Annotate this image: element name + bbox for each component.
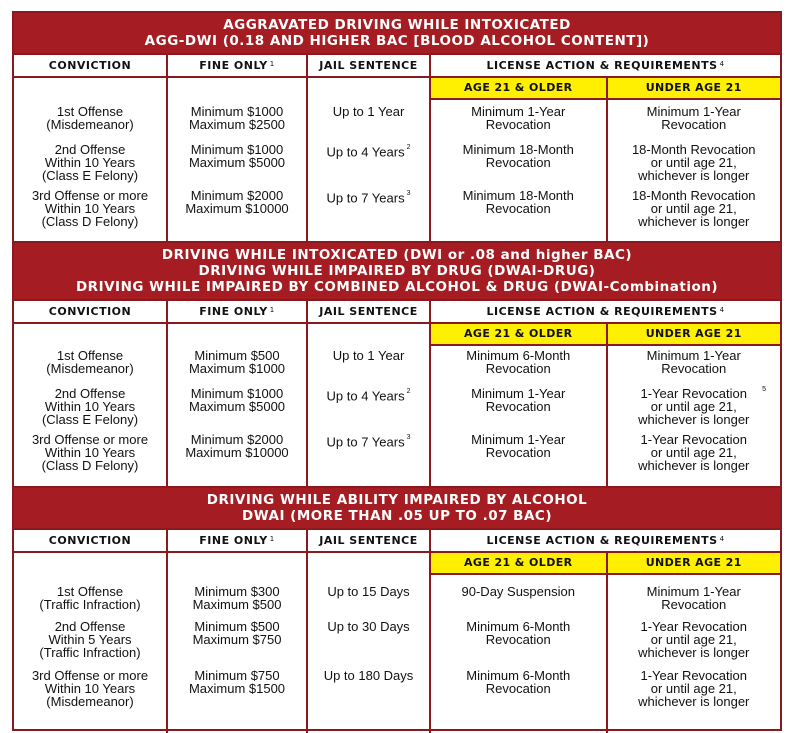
cell-line: (Class D Felony): [41, 214, 139, 229]
cell-line: Maximum $1000: [188, 361, 286, 376]
header-conviction: CONVICTION: [48, 59, 132, 72]
header-license-label: LICENSE ACTION & REQUIREMENTS: [486, 534, 718, 547]
jail-text: Up to 15 Days: [327, 584, 410, 599]
header-fine: [166, 55, 306, 76]
adult-cell: [431, 669, 606, 695]
adult-cell: [431, 105, 606, 131]
cell-line: Minimum $2000: [190, 188, 284, 203]
header-fine-label: FINE ONLY: [199, 534, 268, 547]
section-title-line: DRIVING WHILE ABILITY IMPAIRED BY ALCOHOL: [206, 492, 588, 508]
header-license: [429, 301, 780, 322]
subheader-under-21: UNDER AGE 21: [608, 78, 781, 100]
footnote-marker: 2: [406, 388, 411, 395]
cell-line: or until age 21,: [650, 681, 737, 696]
cell-line: 3rd Offense or more: [31, 432, 149, 447]
header-jail: JAIL SENTENCE: [306, 55, 429, 76]
cell-line: Maximum $5000: [188, 155, 286, 170]
footnote-marker: 1: [269, 305, 275, 314]
conviction-cell: [14, 189, 166, 228]
adult-cell: [431, 585, 606, 598]
jail-text: Up to 180 Days: [323, 668, 414, 683]
cell-line: Revocation: [485, 361, 551, 376]
footnote-marker: 2: [406, 144, 411, 151]
subheader-age-21-older: AGE 21 & OLDER: [431, 553, 606, 575]
cell-line: Revocation: [485, 681, 551, 696]
minor-cell: [608, 349, 781, 375]
adult-cell: [431, 433, 606, 459]
cell-line: Maximum $500: [192, 597, 282, 612]
conviction-cell: [14, 669, 166, 708]
jail-cell: [308, 620, 429, 633]
fine-cell: [168, 189, 306, 215]
cell-line: Revocation: [485, 445, 551, 460]
cell-line: Within 10 Years: [44, 445, 136, 460]
adult-column: [431, 553, 606, 733]
license-column: [429, 78, 780, 250]
header-license: [429, 55, 780, 76]
footnote-marker: 4: [719, 534, 725, 543]
minor-column: [606, 324, 781, 496]
cell-line: Minimum $2000: [190, 432, 284, 447]
conviction-column: [14, 553, 166, 733]
fine-cell: [168, 669, 306, 695]
cell-line: Maximum $750: [192, 632, 282, 647]
cell-line: Minimum 1-Year: [471, 386, 566, 401]
jail-cell: [308, 143, 429, 158]
cell-line: whichever is longer: [638, 694, 750, 709]
fine-cell: [168, 387, 306, 413]
conviction-column: [14, 78, 166, 250]
fine-cell: [168, 105, 306, 131]
penalty-section: [12, 11, 782, 248]
jail-text: Up to 7 Years: [326, 434, 405, 450]
conviction-column: [14, 324, 166, 496]
header-license-label: LICENSE ACTION & REQUIREMENTS: [486, 305, 718, 318]
minor-cell: [608, 669, 781, 708]
cell-line: whichever is longer: [638, 412, 750, 427]
cell-line: Maximum $5000: [188, 399, 286, 414]
section-body: [14, 553, 780, 733]
header-fine: [166, 530, 306, 551]
fine-column: [166, 78, 306, 250]
penalty-section: [12, 241, 782, 494]
header-jail: JAIL SENTENCE: [306, 301, 429, 322]
jail-text: Up to 7 Years: [326, 190, 405, 206]
jail-cell: [308, 349, 429, 362]
cell-line: Revocation: [661, 361, 727, 376]
cell-line: 1-Year Revocation: [640, 668, 747, 683]
license-column: [429, 324, 780, 496]
adult-column: [431, 324, 606, 496]
section-title: [14, 13, 780, 53]
license-subcolumns: [431, 553, 780, 733]
jail-column: [306, 553, 429, 733]
cell-line: Minimum $500: [194, 348, 280, 363]
cell-line: (Misdemeanor): [46, 117, 134, 132]
cell-line: (Traffic Infraction): [39, 645, 141, 660]
header-license-label: LICENSE ACTION & REQUIREMENTS: [486, 59, 718, 72]
section-body: [14, 324, 780, 496]
column-headers: [14, 53, 780, 78]
cell-line: Revocation: [661, 117, 727, 132]
header-conviction: CONVICTION: [48, 534, 132, 547]
cell-line: Minimum $300: [194, 584, 280, 599]
minor-cell: [608, 143, 781, 182]
cell-line: whichever is longer: [638, 214, 750, 229]
cell-line: 1-Year Revocation: [640, 432, 747, 447]
cell-line: (Class E Felony): [41, 412, 139, 427]
cell-line: or until age 21,: [650, 155, 737, 170]
cell-line: or until age 21,: [650, 632, 737, 647]
cell-line: Within 10 Years: [44, 399, 136, 414]
jail-cell: [308, 585, 429, 598]
cell-line: Minimum 6-Month: [466, 348, 571, 363]
cell-line: (Misdemeanor): [46, 361, 134, 376]
minor-cell: [608, 433, 781, 472]
cell-line: Maximum $10000: [185, 201, 289, 216]
cell-line: (Traffic Infraction): [39, 597, 141, 612]
fine-cell: [168, 620, 306, 646]
footnote-marker: 4: [719, 59, 725, 68]
footnote-marker: 3: [406, 190, 411, 197]
cell-line: 1-Year Revocation: [640, 619, 747, 634]
header-license: [429, 530, 780, 551]
cell-line: Revocation: [485, 399, 551, 414]
footnote-marker: 3: [406, 434, 411, 441]
cell-line: or until age 21,: [650, 201, 737, 216]
cell-line: 18-Month Revocation: [631, 188, 756, 203]
subheader-under-21: UNDER AGE 21: [608, 324, 781, 346]
minor-column: [606, 553, 781, 733]
jail-text: Up to 1 Year: [332, 348, 405, 363]
conviction-cell: [14, 387, 166, 426]
section-title-line: DRIVING WHILE IMPAIRED BY COMBINED ALCOHOL & DRUG (DWAI-Combination): [75, 279, 719, 295]
cell-line: Minimum 18-Month: [462, 142, 574, 157]
cell-line: Within 10 Years: [44, 681, 136, 696]
footnote-marker: 5: [762, 386, 766, 393]
header-fine: [166, 301, 306, 322]
penalty-section: [12, 486, 782, 731]
subheader-age-21-older: AGE 21 & OLDER: [431, 324, 606, 346]
minor-cell: [608, 105, 781, 131]
jail-text: Up to 4 Years: [326, 144, 405, 160]
cell-line: Minimum 1-Year: [471, 432, 566, 447]
cell-line: or until age 21,: [650, 399, 737, 414]
jail-cell: [308, 105, 429, 118]
cell-line: Revocation: [661, 597, 727, 612]
cell-line: Revocation: [485, 117, 551, 132]
cell-line: Minimum 1-Year: [646, 104, 741, 119]
conviction-cell: [14, 585, 166, 611]
cell-line: 2nd Offense: [54, 142, 126, 157]
cell-line: or until age 21,: [650, 445, 737, 460]
adult-cell: [431, 143, 606, 169]
cell-line: Minimum $750: [194, 668, 280, 683]
license-subcolumns: [431, 78, 780, 250]
minor-column: [606, 78, 781, 250]
fine-cell: [168, 143, 306, 169]
fine-cell: [168, 433, 306, 459]
cell-line: 1-Year Revocation: [640, 386, 747, 401]
section-body: [14, 78, 780, 250]
jail-text: Up to 30 Days: [327, 619, 410, 634]
conviction-cell: [14, 105, 166, 131]
header-fine-label: FINE ONLY: [199, 305, 268, 318]
minor-cell: [608, 620, 781, 659]
jail-column: [306, 78, 429, 250]
license-subcolumns: [431, 324, 780, 496]
section-title-line: DRIVING WHILE INTOXICATED (DWI or .08 and higher BAC): [161, 247, 633, 263]
adult-cell: [431, 349, 606, 375]
fine-cell: [168, 585, 306, 611]
cell-line: Minimum $1000: [190, 104, 284, 119]
section-title-line: DRIVING WHILE IMPAIRED BY DRUG (DWAI-DRUG): [198, 263, 596, 279]
license-column: [429, 553, 780, 733]
conviction-cell: [14, 433, 166, 472]
cell-line: Revocation: [485, 201, 551, 216]
cell-line: Minimum 1-Year: [471, 104, 566, 119]
cell-line: 1st Offense: [56, 348, 124, 363]
fine-column: [166, 553, 306, 733]
cell-line: Within 5 Years: [48, 632, 132, 647]
column-headers: [14, 299, 780, 324]
cell-line: (Class E Felony): [41, 168, 139, 183]
minor-cell: [608, 387, 781, 426]
column-headers: [14, 528, 780, 553]
jail-text: Up to 1 Year: [332, 104, 405, 119]
cell-line: Minimum 18-Month: [462, 188, 574, 203]
cell-line: Within 10 Years: [44, 201, 136, 216]
cell-line: Minimum $1000: [190, 386, 284, 401]
cell-line: Minimum $500: [194, 619, 280, 634]
cell-line: 90-Day Suspension: [461, 584, 575, 599]
fine-cell: [168, 349, 306, 375]
adult-cell: [431, 387, 606, 413]
cell-line: (Class D Felony): [41, 458, 139, 473]
header-fine-label: FINE ONLY: [199, 59, 268, 72]
adult-cell: [431, 620, 606, 646]
cell-line: Minimum 1-Year: [646, 584, 741, 599]
section-title: [14, 243, 780, 299]
cell-line: Within 10 Years: [44, 155, 136, 170]
subheader-age-21-older: AGE 21 & OLDER: [431, 78, 606, 100]
cell-line: whichever is longer: [638, 168, 750, 183]
footnote-marker: 1: [269, 59, 275, 68]
fine-column: [166, 324, 306, 496]
jail-cell: [308, 433, 429, 448]
cell-line: whichever is longer: [638, 458, 750, 473]
footnote-marker: 4: [719, 305, 725, 314]
cell-line: Revocation: [485, 632, 551, 647]
jail-cell: [308, 387, 429, 402]
cell-line: Revocation: [485, 155, 551, 170]
minor-cell: [608, 585, 781, 611]
cell-line: 2nd Offense: [54, 386, 126, 401]
cell-line: Minimum $1000: [190, 142, 284, 157]
cell-line: 3rd Offense or more: [31, 668, 149, 683]
header-jail: JAIL SENTENCE: [306, 530, 429, 551]
conviction-cell: [14, 143, 166, 182]
cell-line: 3rd Offense or more: [31, 188, 149, 203]
conviction-cell: [14, 620, 166, 659]
cell-line: 1st Offense: [56, 584, 124, 599]
cell-line: Maximum $10000: [185, 445, 289, 460]
cell-line: Maximum $2500: [188, 117, 286, 132]
section-title-line: AGG-DWI (0.18 AND HIGHER BAC [BLOOD ALCOHOL CONTENT]): [144, 33, 650, 49]
minor-cell: [608, 189, 781, 228]
section-title-line: DWAI (MORE THAN .05 UP TO .07 BAC): [242, 508, 552, 524]
cell-line: whichever is longer: [638, 645, 750, 660]
header-conviction: CONVICTION: [48, 305, 132, 318]
cell-line: 2nd Offense: [54, 619, 126, 634]
cell-line: 18-Month Revocation: [631, 142, 756, 157]
section-title-line: AGGRAVATED DRIVING WHILE INTOXICATED: [223, 17, 571, 33]
jail-cell: [308, 189, 429, 204]
subheader-under-21: UNDER AGE 21: [608, 553, 781, 575]
cell-line: 1st Offense: [56, 104, 124, 119]
cell-line: Minimum 6-Month: [466, 619, 571, 634]
adult-column: [431, 78, 606, 250]
jail-column: [306, 324, 429, 496]
conviction-cell: [14, 349, 166, 375]
cell-line: Maximum $1500: [188, 681, 286, 696]
cell-line: (Misdemeanor): [46, 694, 134, 709]
cell-line: Minimum 6-Month: [466, 668, 571, 683]
adult-cell: [431, 189, 606, 215]
footnote-marker: 1: [269, 534, 275, 543]
jail-cell: [308, 669, 429, 682]
cell-line: Minimum 1-Year: [646, 348, 741, 363]
jail-text: Up to 4 Years: [326, 388, 405, 404]
section-title: [14, 488, 780, 528]
